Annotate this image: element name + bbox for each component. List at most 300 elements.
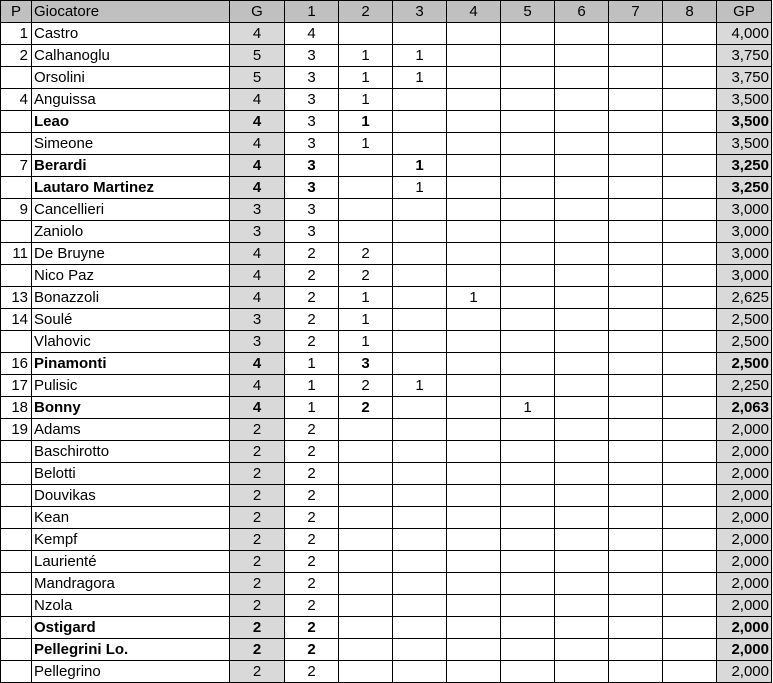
score-cell-1: 1 bbox=[285, 353, 339, 375]
position-cell: 4 bbox=[1, 89, 32, 111]
table-row bbox=[1, 23, 772, 45]
position-cell bbox=[1, 507, 32, 529]
table-row bbox=[1, 419, 772, 441]
player-name-cell: Adams bbox=[32, 419, 230, 441]
score-cell-4 bbox=[447, 441, 501, 463]
score-cell-8 bbox=[663, 133, 717, 155]
score-cell-3: 1 bbox=[393, 67, 447, 89]
score-cell-7 bbox=[609, 23, 663, 45]
score-cell-1: 2 bbox=[285, 551, 339, 573]
position-cell bbox=[1, 265, 32, 287]
score-cell-3: 1 bbox=[393, 155, 447, 177]
score-cell-8 bbox=[663, 507, 717, 529]
player-name-cell: Berardi bbox=[32, 155, 230, 177]
header-col-6: 6 bbox=[555, 1, 609, 23]
table-row bbox=[1, 529, 772, 551]
score-cell-8 bbox=[663, 617, 717, 639]
score-cell-2: 1 bbox=[339, 89, 393, 111]
games-cell: 4 bbox=[230, 287, 285, 309]
games-cell: 3 bbox=[230, 199, 285, 221]
score-cell-8 bbox=[663, 397, 717, 419]
table-row bbox=[1, 507, 772, 529]
score-cell-3 bbox=[393, 507, 447, 529]
score-cell-1: 3 bbox=[285, 199, 339, 221]
player-name-cell: Simeone bbox=[32, 133, 230, 155]
score-cell-1: 1 bbox=[285, 375, 339, 397]
score-cell-6 bbox=[555, 23, 609, 45]
score-cell-7 bbox=[609, 287, 663, 309]
games-cell: 2 bbox=[230, 661, 285, 683]
score-cell-1: 2 bbox=[285, 287, 339, 309]
score-cell-1: 3 bbox=[285, 133, 339, 155]
score-cell-4 bbox=[447, 375, 501, 397]
score-cell-4 bbox=[447, 67, 501, 89]
score-cell-1: 2 bbox=[285, 331, 339, 353]
position-cell: 2 bbox=[1, 45, 32, 67]
score-cell-8 bbox=[663, 177, 717, 199]
position-cell: 16 bbox=[1, 353, 32, 375]
position-cell: 13 bbox=[1, 287, 32, 309]
score-cell-1: 2 bbox=[285, 595, 339, 617]
score-cell-4 bbox=[447, 529, 501, 551]
score-cell-1: 3 bbox=[285, 45, 339, 67]
score-cell-7 bbox=[609, 331, 663, 353]
player-name-cell: Kean bbox=[32, 507, 230, 529]
score-cell-1: 2 bbox=[285, 661, 339, 683]
player-name-cell: Pinamonti bbox=[32, 353, 230, 375]
position-cell: 18 bbox=[1, 397, 32, 419]
score-cell-1: 3 bbox=[285, 111, 339, 133]
score-cell-8 bbox=[663, 23, 717, 45]
score-cell-4 bbox=[447, 265, 501, 287]
score-cell-8 bbox=[663, 287, 717, 309]
gp-cell: 3,000 bbox=[717, 265, 772, 287]
gp-cell: 2,000 bbox=[717, 485, 772, 507]
score-cell-7 bbox=[609, 573, 663, 595]
score-cell-1: 2 bbox=[285, 419, 339, 441]
score-cell-6 bbox=[555, 287, 609, 309]
games-cell: 4 bbox=[230, 177, 285, 199]
position-cell bbox=[1, 331, 32, 353]
games-cell: 4 bbox=[230, 397, 285, 419]
score-cell-4 bbox=[447, 155, 501, 177]
score-cell-5 bbox=[501, 221, 555, 243]
player-name-cell: Zaniolo bbox=[32, 221, 230, 243]
table-row bbox=[1, 375, 772, 397]
position-cell bbox=[1, 67, 32, 89]
score-cell-3 bbox=[393, 595, 447, 617]
games-cell: 5 bbox=[230, 67, 285, 89]
score-cell-3 bbox=[393, 221, 447, 243]
header-player: Giocatore bbox=[32, 1, 230, 23]
score-cell-7 bbox=[609, 441, 663, 463]
score-cell-5 bbox=[501, 243, 555, 265]
score-cell-3 bbox=[393, 331, 447, 353]
table-row bbox=[1, 397, 772, 419]
table-row bbox=[1, 573, 772, 595]
table-body bbox=[1, 23, 772, 683]
score-cell-3 bbox=[393, 485, 447, 507]
score-cell-3 bbox=[393, 287, 447, 309]
score-cell-8 bbox=[663, 199, 717, 221]
score-cell-1: 2 bbox=[285, 243, 339, 265]
score-cell-7 bbox=[609, 551, 663, 573]
score-cell-4 bbox=[447, 221, 501, 243]
gp-cell: 4,000 bbox=[717, 23, 772, 45]
score-cell-6 bbox=[555, 463, 609, 485]
score-cell-2 bbox=[339, 507, 393, 529]
score-cell-6 bbox=[555, 595, 609, 617]
player-name-cell: Orsolini bbox=[32, 67, 230, 89]
position-cell: 17 bbox=[1, 375, 32, 397]
score-cell-8 bbox=[663, 45, 717, 67]
games-cell: 3 bbox=[230, 309, 285, 331]
score-cell-1: 1 bbox=[285, 397, 339, 419]
score-cell-4 bbox=[447, 111, 501, 133]
player-name-cell: Baschirotto bbox=[32, 441, 230, 463]
table-row bbox=[1, 243, 772, 265]
player-name-cell: Pulisic bbox=[32, 375, 230, 397]
score-cell-1: 3 bbox=[285, 177, 339, 199]
score-cell-7 bbox=[609, 419, 663, 441]
score-cell-3 bbox=[393, 617, 447, 639]
score-cell-5 bbox=[501, 463, 555, 485]
table-row bbox=[1, 221, 772, 243]
score-cell-3: 1 bbox=[393, 375, 447, 397]
gp-cell: 3,750 bbox=[717, 45, 772, 67]
header-col-3: 3 bbox=[393, 1, 447, 23]
gp-cell: 3,750 bbox=[717, 67, 772, 89]
score-cell-3 bbox=[393, 309, 447, 331]
score-cell-6 bbox=[555, 639, 609, 661]
score-cell-5 bbox=[501, 529, 555, 551]
player-name-cell: Calhanoglu bbox=[32, 45, 230, 67]
gp-cell: 3,500 bbox=[717, 89, 772, 111]
score-cell-4 bbox=[447, 639, 501, 661]
score-cell-6 bbox=[555, 331, 609, 353]
score-cell-5 bbox=[501, 573, 555, 595]
score-cell-6 bbox=[555, 441, 609, 463]
score-cell-7 bbox=[609, 45, 663, 67]
score-cell-3 bbox=[393, 89, 447, 111]
position-cell bbox=[1, 639, 32, 661]
score-cell-7 bbox=[609, 375, 663, 397]
position-cell bbox=[1, 111, 32, 133]
score-cell-4 bbox=[447, 89, 501, 111]
score-cell-7 bbox=[609, 529, 663, 551]
score-cell-6 bbox=[555, 551, 609, 573]
score-cell-3 bbox=[393, 573, 447, 595]
gp-cell: 2,500 bbox=[717, 353, 772, 375]
score-cell-4 bbox=[447, 243, 501, 265]
score-cell-1: 2 bbox=[285, 441, 339, 463]
score-cell-8 bbox=[663, 111, 717, 133]
gp-cell: 2,000 bbox=[717, 661, 772, 683]
score-cell-5 bbox=[501, 375, 555, 397]
score-cell-2: 1 bbox=[339, 287, 393, 309]
table-row bbox=[1, 287, 772, 309]
score-cell-5 bbox=[501, 507, 555, 529]
header-gp: GP bbox=[717, 1, 772, 23]
score-cell-6 bbox=[555, 397, 609, 419]
position-cell: 14 bbox=[1, 309, 32, 331]
games-cell: 4 bbox=[230, 375, 285, 397]
player-name-cell: De Bruyne bbox=[32, 243, 230, 265]
player-name-cell: Bonazzoli bbox=[32, 287, 230, 309]
gp-cell: 2,000 bbox=[717, 463, 772, 485]
position-cell bbox=[1, 595, 32, 617]
score-cell-8 bbox=[663, 67, 717, 89]
gp-cell: 2,000 bbox=[717, 639, 772, 661]
score-cell-1: 2 bbox=[285, 639, 339, 661]
games-cell: 2 bbox=[230, 529, 285, 551]
score-cell-7 bbox=[609, 155, 663, 177]
score-cell-5 bbox=[501, 331, 555, 353]
header-col-1: 1 bbox=[285, 1, 339, 23]
score-cell-7 bbox=[609, 661, 663, 683]
score-cell-7 bbox=[609, 177, 663, 199]
score-cell-4 bbox=[447, 485, 501, 507]
score-cell-3 bbox=[393, 243, 447, 265]
score-cell-5 bbox=[501, 419, 555, 441]
score-cell-3 bbox=[393, 639, 447, 661]
score-cell-2 bbox=[339, 573, 393, 595]
score-cell-5 bbox=[501, 155, 555, 177]
score-cell-3 bbox=[393, 397, 447, 419]
score-cell-3 bbox=[393, 441, 447, 463]
score-cell-4: 1 bbox=[447, 287, 501, 309]
score-cell-2: 1 bbox=[339, 45, 393, 67]
games-cell: 2 bbox=[230, 441, 285, 463]
score-cell-4 bbox=[447, 309, 501, 331]
table-row bbox=[1, 485, 772, 507]
header-position: P bbox=[1, 1, 32, 23]
score-cell-8 bbox=[663, 441, 717, 463]
score-cell-6 bbox=[555, 133, 609, 155]
table-row bbox=[1, 309, 772, 331]
score-cell-2 bbox=[339, 595, 393, 617]
score-cell-4 bbox=[447, 353, 501, 375]
score-cell-6 bbox=[555, 529, 609, 551]
score-cell-8 bbox=[663, 155, 717, 177]
table-row bbox=[1, 67, 772, 89]
score-cell-6 bbox=[555, 89, 609, 111]
player-name-cell: Pellegrino bbox=[32, 661, 230, 683]
score-cell-2 bbox=[339, 661, 393, 683]
position-cell bbox=[1, 133, 32, 155]
games-cell: 2 bbox=[230, 595, 285, 617]
score-cell-7 bbox=[609, 485, 663, 507]
table-row bbox=[1, 661, 772, 683]
player-name-cell: Bonny bbox=[32, 397, 230, 419]
score-cell-5 bbox=[501, 133, 555, 155]
table-row bbox=[1, 463, 772, 485]
games-cell: 2 bbox=[230, 507, 285, 529]
score-cell-1: 2 bbox=[285, 573, 339, 595]
gp-cell: 2,000 bbox=[717, 617, 772, 639]
score-cell-4 bbox=[447, 573, 501, 595]
score-cell-2 bbox=[339, 23, 393, 45]
position-cell bbox=[1, 177, 32, 199]
score-cell-5 bbox=[501, 89, 555, 111]
player-name-cell: Castro bbox=[32, 23, 230, 45]
score-cell-5 bbox=[501, 617, 555, 639]
score-cell-5 bbox=[501, 287, 555, 309]
score-cell-2: 1 bbox=[339, 133, 393, 155]
score-cell-8 bbox=[663, 243, 717, 265]
position-cell bbox=[1, 485, 32, 507]
score-cell-5 bbox=[501, 177, 555, 199]
score-cell-7 bbox=[609, 243, 663, 265]
score-cell-5 bbox=[501, 551, 555, 573]
player-name-cell: Cancellieri bbox=[32, 199, 230, 221]
table-row bbox=[1, 595, 772, 617]
score-cell-3: 1 bbox=[393, 177, 447, 199]
score-cell-6 bbox=[555, 67, 609, 89]
score-cell-2 bbox=[339, 441, 393, 463]
score-cell-5: 1 bbox=[501, 397, 555, 419]
table-row bbox=[1, 617, 772, 639]
score-cell-6 bbox=[555, 661, 609, 683]
header-col-5: 5 bbox=[501, 1, 555, 23]
player-name-cell: Anguissa bbox=[32, 89, 230, 111]
score-cell-4 bbox=[447, 419, 501, 441]
score-cell-8 bbox=[663, 89, 717, 111]
table-row bbox=[1, 155, 772, 177]
gp-cell: 3,500 bbox=[717, 133, 772, 155]
score-cell-1: 3 bbox=[285, 89, 339, 111]
score-cell-5 bbox=[501, 67, 555, 89]
score-cell-2 bbox=[339, 463, 393, 485]
header-games: G bbox=[230, 1, 285, 23]
score-cell-8 bbox=[663, 551, 717, 573]
table-row bbox=[1, 265, 772, 287]
score-cell-1: 2 bbox=[285, 485, 339, 507]
player-name-cell: Mandragora bbox=[32, 573, 230, 595]
games-cell: 3 bbox=[230, 331, 285, 353]
score-cell-2 bbox=[339, 529, 393, 551]
header-col-4: 4 bbox=[447, 1, 501, 23]
score-cell-5 bbox=[501, 111, 555, 133]
player-name-cell: Ostigard bbox=[32, 617, 230, 639]
gp-cell: 3,250 bbox=[717, 177, 772, 199]
header-col-8: 8 bbox=[663, 1, 717, 23]
games-cell: 4 bbox=[230, 265, 285, 287]
gp-cell: 3,000 bbox=[717, 243, 772, 265]
score-cell-7 bbox=[609, 133, 663, 155]
position-cell: 11 bbox=[1, 243, 32, 265]
score-cell-8 bbox=[663, 595, 717, 617]
score-cell-2 bbox=[339, 419, 393, 441]
score-cell-5 bbox=[501, 441, 555, 463]
games-cell: 4 bbox=[230, 133, 285, 155]
table-row bbox=[1, 89, 772, 111]
score-cell-6 bbox=[555, 155, 609, 177]
score-cell-3 bbox=[393, 353, 447, 375]
score-cell-2 bbox=[339, 177, 393, 199]
score-cell-4 bbox=[447, 551, 501, 573]
score-cell-1: 3 bbox=[285, 221, 339, 243]
score-cell-6 bbox=[555, 199, 609, 221]
score-cell-2 bbox=[339, 551, 393, 573]
score-cell-1: 2 bbox=[285, 265, 339, 287]
score-cell-3 bbox=[393, 661, 447, 683]
score-cell-8 bbox=[663, 375, 717, 397]
table-row bbox=[1, 111, 772, 133]
score-cell-4 bbox=[447, 507, 501, 529]
score-cell-5 bbox=[501, 353, 555, 375]
games-cell: 2 bbox=[230, 463, 285, 485]
table-row bbox=[1, 353, 772, 375]
player-name-cell: Douvikas bbox=[32, 485, 230, 507]
score-cell-7 bbox=[609, 595, 663, 617]
games-cell: 4 bbox=[230, 353, 285, 375]
score-cell-7 bbox=[609, 397, 663, 419]
games-cell: 5 bbox=[230, 45, 285, 67]
gp-cell: 2,000 bbox=[717, 419, 772, 441]
score-cell-8 bbox=[663, 353, 717, 375]
score-cell-4 bbox=[447, 133, 501, 155]
score-cell-7 bbox=[609, 221, 663, 243]
score-cell-3 bbox=[393, 133, 447, 155]
score-cell-1: 3 bbox=[285, 155, 339, 177]
games-cell: 2 bbox=[230, 573, 285, 595]
score-cell-4 bbox=[447, 397, 501, 419]
position-cell bbox=[1, 221, 32, 243]
score-cell-3 bbox=[393, 199, 447, 221]
score-cell-5 bbox=[501, 265, 555, 287]
games-cell: 3 bbox=[230, 221, 285, 243]
score-cell-3 bbox=[393, 265, 447, 287]
score-cell-4 bbox=[447, 595, 501, 617]
score-cell-7 bbox=[609, 507, 663, 529]
position-cell: 1 bbox=[1, 23, 32, 45]
score-cell-5 bbox=[501, 45, 555, 67]
position-cell bbox=[1, 573, 32, 595]
score-cell-1: 2 bbox=[285, 507, 339, 529]
gp-cell: 2,000 bbox=[717, 551, 772, 573]
table-row bbox=[1, 45, 772, 67]
score-cell-6 bbox=[555, 45, 609, 67]
position-cell bbox=[1, 441, 32, 463]
games-cell: 2 bbox=[230, 485, 285, 507]
table-row bbox=[1, 199, 772, 221]
score-cell-7 bbox=[609, 309, 663, 331]
gp-cell: 2,500 bbox=[717, 331, 772, 353]
position-cell bbox=[1, 463, 32, 485]
score-cell-2: 2 bbox=[339, 397, 393, 419]
score-cell-6 bbox=[555, 221, 609, 243]
score-cell-2: 2 bbox=[339, 243, 393, 265]
score-cell-7 bbox=[609, 639, 663, 661]
score-cell-2 bbox=[339, 155, 393, 177]
gp-cell: 2,000 bbox=[717, 507, 772, 529]
score-cell-8 bbox=[663, 265, 717, 287]
player-name-cell: Lautaro Martinez bbox=[32, 177, 230, 199]
position-cell: 19 bbox=[1, 419, 32, 441]
score-cell-8 bbox=[663, 661, 717, 683]
position-cell bbox=[1, 551, 32, 573]
games-cell: 4 bbox=[230, 111, 285, 133]
gp-cell: 3,250 bbox=[717, 155, 772, 177]
score-cell-1: 4 bbox=[285, 23, 339, 45]
score-cell-1: 2 bbox=[285, 529, 339, 551]
score-cell-6 bbox=[555, 177, 609, 199]
player-name-cell: Nzola bbox=[32, 595, 230, 617]
score-cell-5 bbox=[501, 23, 555, 45]
score-cell-7 bbox=[609, 353, 663, 375]
score-cell-2: 2 bbox=[339, 265, 393, 287]
